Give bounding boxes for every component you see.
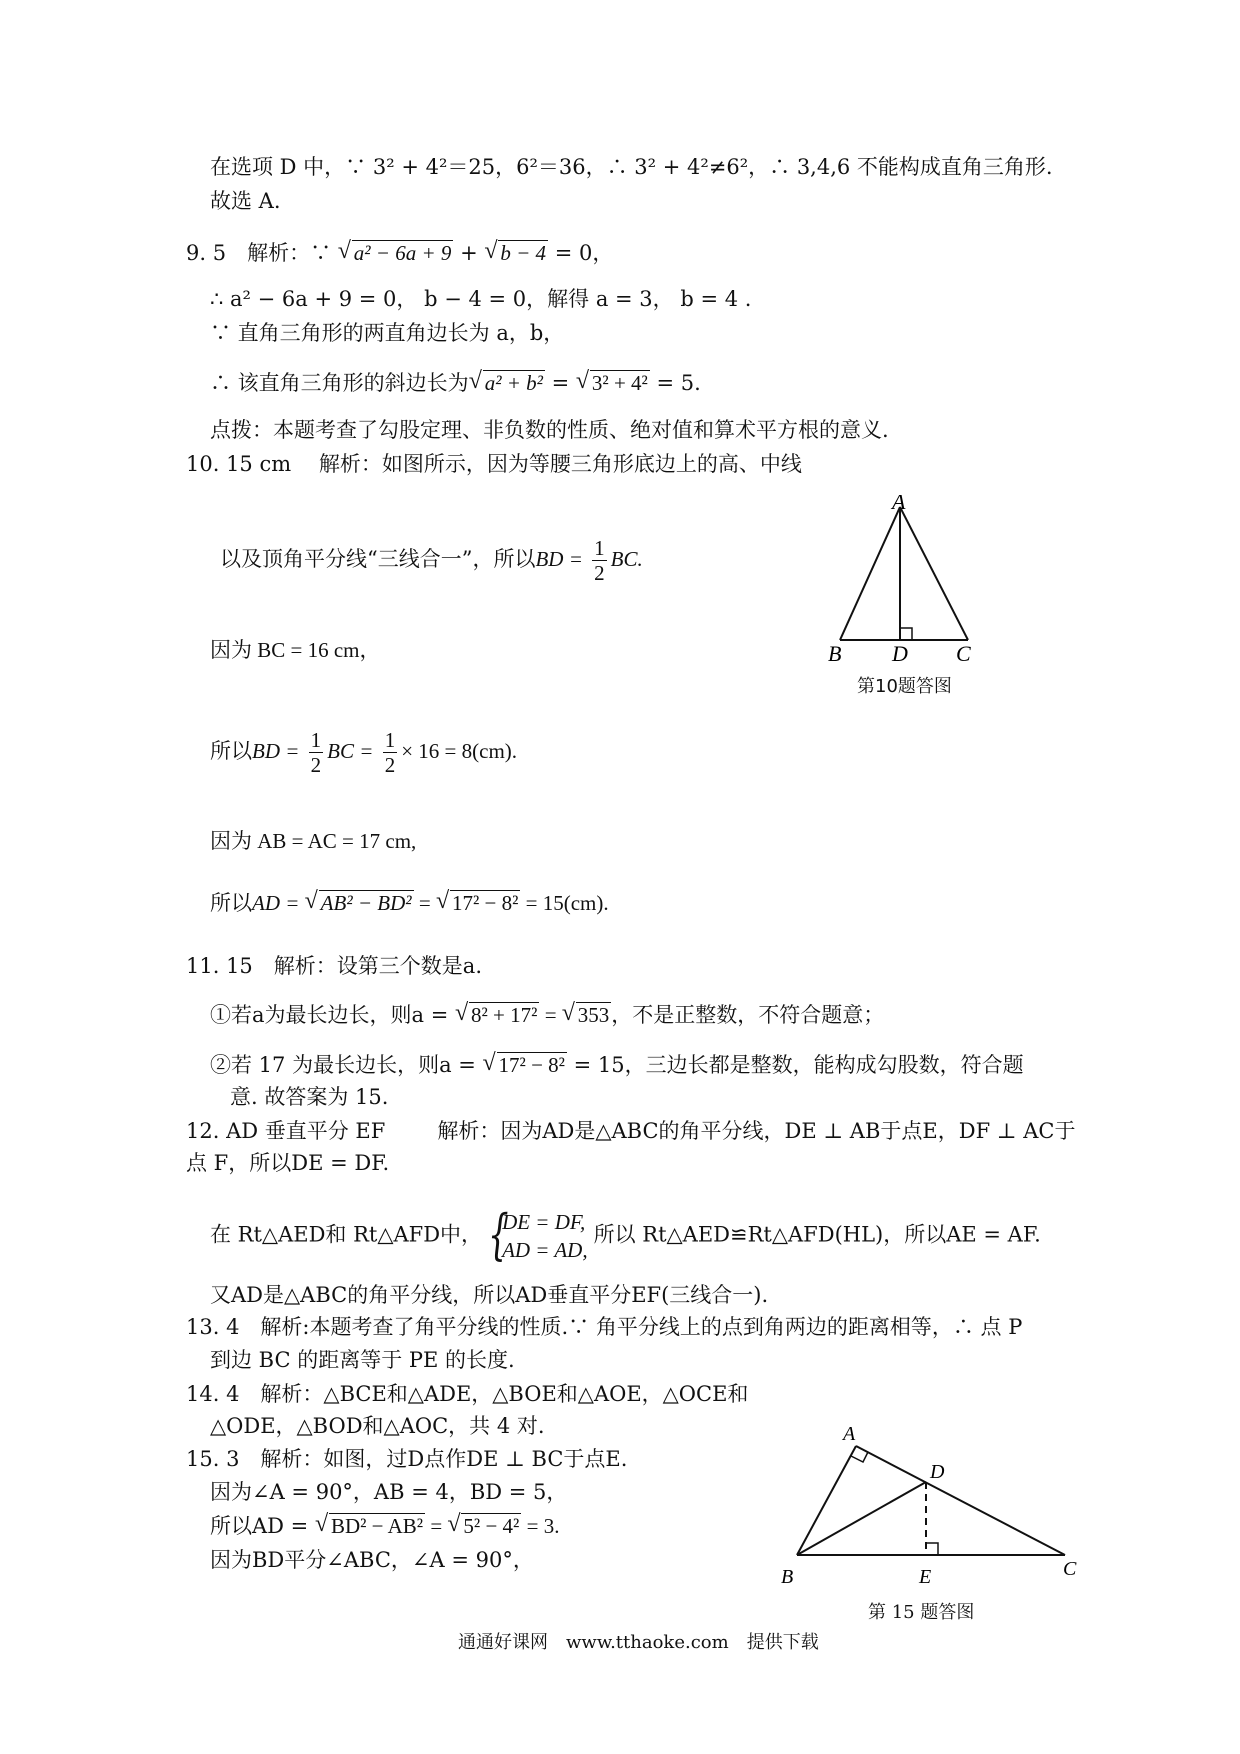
q10-figure-caption: 第10题答图 <box>857 676 952 697</box>
side-ab <box>840 507 900 640</box>
bd-label: BD = <box>252 739 305 763</box>
equals-sign: = <box>413 891 436 915</box>
q10-line-6 <box>210 888 609 918</box>
q9-line-4 <box>210 368 701 398</box>
q11-l3-text: ②若 17 为最长边长，则a = <box>210 1053 483 1077</box>
q11-line-2 <box>210 1000 884 1030</box>
bc-label: BC. <box>610 547 643 571</box>
label-a: A <box>892 495 906 514</box>
q12-line-3 <box>210 1203 1041 1266</box>
q15-line-2: 因为∠A = 90°，AB = 4，BD = 5， <box>210 1480 568 1504</box>
q9-line-2: ∴ a² − 6a + 9 = 0， b − 4 = 0，解得 a = 3， b = 4 . <box>210 287 752 311</box>
right-angle-mark <box>900 628 912 640</box>
q11-l2-tail: ，不是正整数，不符合题意； <box>611 1003 885 1027</box>
sqrt-expression: √ a² − 6a + 9 <box>337 238 452 265</box>
q10-line-1: 10. 15 cm 解析：如图所示，因为等腰三角形底边上的高、中线 <box>186 452 802 476</box>
option-d-line: 在选项 D 中，∵ 3² + 4²＝25，6²＝36，∴ 3² + 4²≠6²，∴ 3,4,6 不能构成直角三角形. <box>210 155 1053 179</box>
label-a: A <box>843 1423 856 1445</box>
label-d: D <box>892 641 908 666</box>
sqrt-expression: √ 353 <box>561 1000 610 1027</box>
fraction-half: $\frac{1}{2}$ <box>384 728 396 777</box>
q10-l4-text: 所以 <box>210 739 252 763</box>
q11-line-4: 意. 故答案为 15. <box>230 1085 389 1109</box>
fraction-half: $\frac{1}{2}$ <box>594 536 605 585</box>
q12-line-2: 点 F，所以DE = DF. <box>186 1151 390 1175</box>
sqrt-expression: √ BD² − AB² <box>314 1511 424 1538</box>
side-ac <box>856 1446 1065 1555</box>
sqrt-expression: √ b − 4 <box>484 238 547 265</box>
q11-line-3 <box>210 1050 1024 1080</box>
side-ac <box>900 507 968 640</box>
q13-line-1: 13. 4 解析:本题考查了角平分线的性质.∵ 角平分线上的点到角两边的距离相等，∴ 点 P <box>186 1315 1023 1339</box>
label-e: E <box>919 1566 932 1588</box>
q12-answer: 12. AD 垂直平分 EF <box>186 1119 386 1143</box>
q15-line-3 <box>210 1511 559 1541</box>
label-c: C <box>1063 1558 1077 1580</box>
equals-zero: = 0， <box>548 241 614 265</box>
equals-sign: = <box>544 371 576 395</box>
plus-sign: + <box>453 241 485 265</box>
sqrt-expression: √ 5² − 4² <box>447 1511 520 1538</box>
label-d: D <box>930 1461 945 1483</box>
q10-line-4 <box>210 728 517 777</box>
sqrt-expression: √ 17² − 8² <box>482 1050 565 1077</box>
right-angle-mark-e <box>926 1543 938 1555</box>
equals-sign: = <box>425 1514 448 1538</box>
sqrt-expression: √ 3² + 4² <box>575 368 648 395</box>
result: = 15(cm). <box>520 891 609 915</box>
bc-label: BC = <box>327 739 379 763</box>
q10-line-3: 因为 BC = 16 cm， <box>210 638 381 662</box>
label-b: B <box>828 641 842 666</box>
q12-l1-tail: 解析：因为AD是△ABC的角平分线，DE ⊥ AB于点E，DF ⊥ AC于 <box>437 1119 1076 1143</box>
bd-label: BD = <box>535 547 589 571</box>
sqrt-expression: √ 17² − 8² <box>435 888 519 915</box>
sqrt-expression: √ a² + b² <box>468 368 543 395</box>
q15-line-4: 因为BD平分∠ABC，∠A = 90°， <box>210 1548 534 1572</box>
q9-note: 点拨：本题考查了勾股定理、非负数的性质、绝对值和算术平方根的意义. <box>210 418 889 442</box>
q15-triangle-figure <box>775 1420 1095 1590</box>
q12-line-4: 又AD是△ABC的角平分线，所以AD垂直平分EF(三线合一). <box>210 1283 769 1307</box>
ad-label: AD = <box>252 891 305 915</box>
q9-line-1 <box>186 238 613 268</box>
q10-l4-result: × 16 = 8(cm). <box>401 739 518 763</box>
q9-l4-text: ∴ 该直角三角形的斜边长为 <box>210 371 469 395</box>
q12-line-1 <box>186 1116 1075 1146</box>
q13-line-2: 到边 BC 的距离等于 PE 的长度. <box>210 1348 515 1372</box>
q10-triangle-figure <box>820 495 980 670</box>
equation-system: { DE = DF, AD = AD, <box>488 1203 588 1266</box>
label-b: B <box>781 1566 794 1588</box>
result: = 3. <box>521 1514 560 1538</box>
q10-line-2 <box>220 536 643 585</box>
sqrt-expression: √ AB² − BD² <box>304 888 412 915</box>
answer-a-line: 故选 A. <box>210 189 281 213</box>
result: = 5. <box>649 371 701 395</box>
q15-line-1: 15. 3 解析：如图，过D点作DE ⊥ BC于点E. <box>186 1447 628 1471</box>
q15-l3-text: 所以AD = <box>210 1514 315 1538</box>
sqrt-expression: √ 8² + 17² <box>455 1000 538 1027</box>
equals-sign: = <box>539 1003 562 1027</box>
q12-l3-tail: 所以 Rt△AED≌Rt△AFD(HL)，所以AE = AF. <box>593 1222 1041 1247</box>
q10-line-5: 因为 AB = AC = 17 cm, <box>210 829 417 853</box>
q14-line-1: 14. 4 解析：△BCE和△ADE，△BOE和△AOE，△OCE和 <box>186 1382 749 1406</box>
q11-line-1: 11. 15 解析：设第三个数是a. <box>186 954 482 978</box>
label-c: C <box>956 641 971 666</box>
fraction-half: $\frac{1}{2}$ <box>310 728 322 777</box>
q12-l3-text: 在 Rt△AED和 Rt△AFD中， <box>210 1222 483 1247</box>
q9-head: 9. 5 解析：∵ <box>186 241 338 265</box>
q11-l2-text: ①若a为最长边长，则a = <box>210 1003 455 1027</box>
q14-line-2: △ODE，△BOD和△AOC，共 4 对. <box>210 1414 545 1438</box>
page-footer: 通通好课网 www.tthaoke.com 提供下载 <box>458 1632 819 1653</box>
q11-l3-tail: = 15，三边长都是整数，能构成勾股数，符合题 <box>566 1053 1024 1077</box>
q9-line-3: ∵ 直角三角形的两直角边长为 a，b， <box>210 321 565 345</box>
q10-l6-text: 所以 <box>210 891 252 915</box>
q15-figure-caption: 第 15 题答图 <box>868 1602 975 1623</box>
right-angle-mark-a <box>851 1452 868 1462</box>
q10-l2-text: 以及顶角平分线“三线合一”，所以 <box>220 547 536 571</box>
